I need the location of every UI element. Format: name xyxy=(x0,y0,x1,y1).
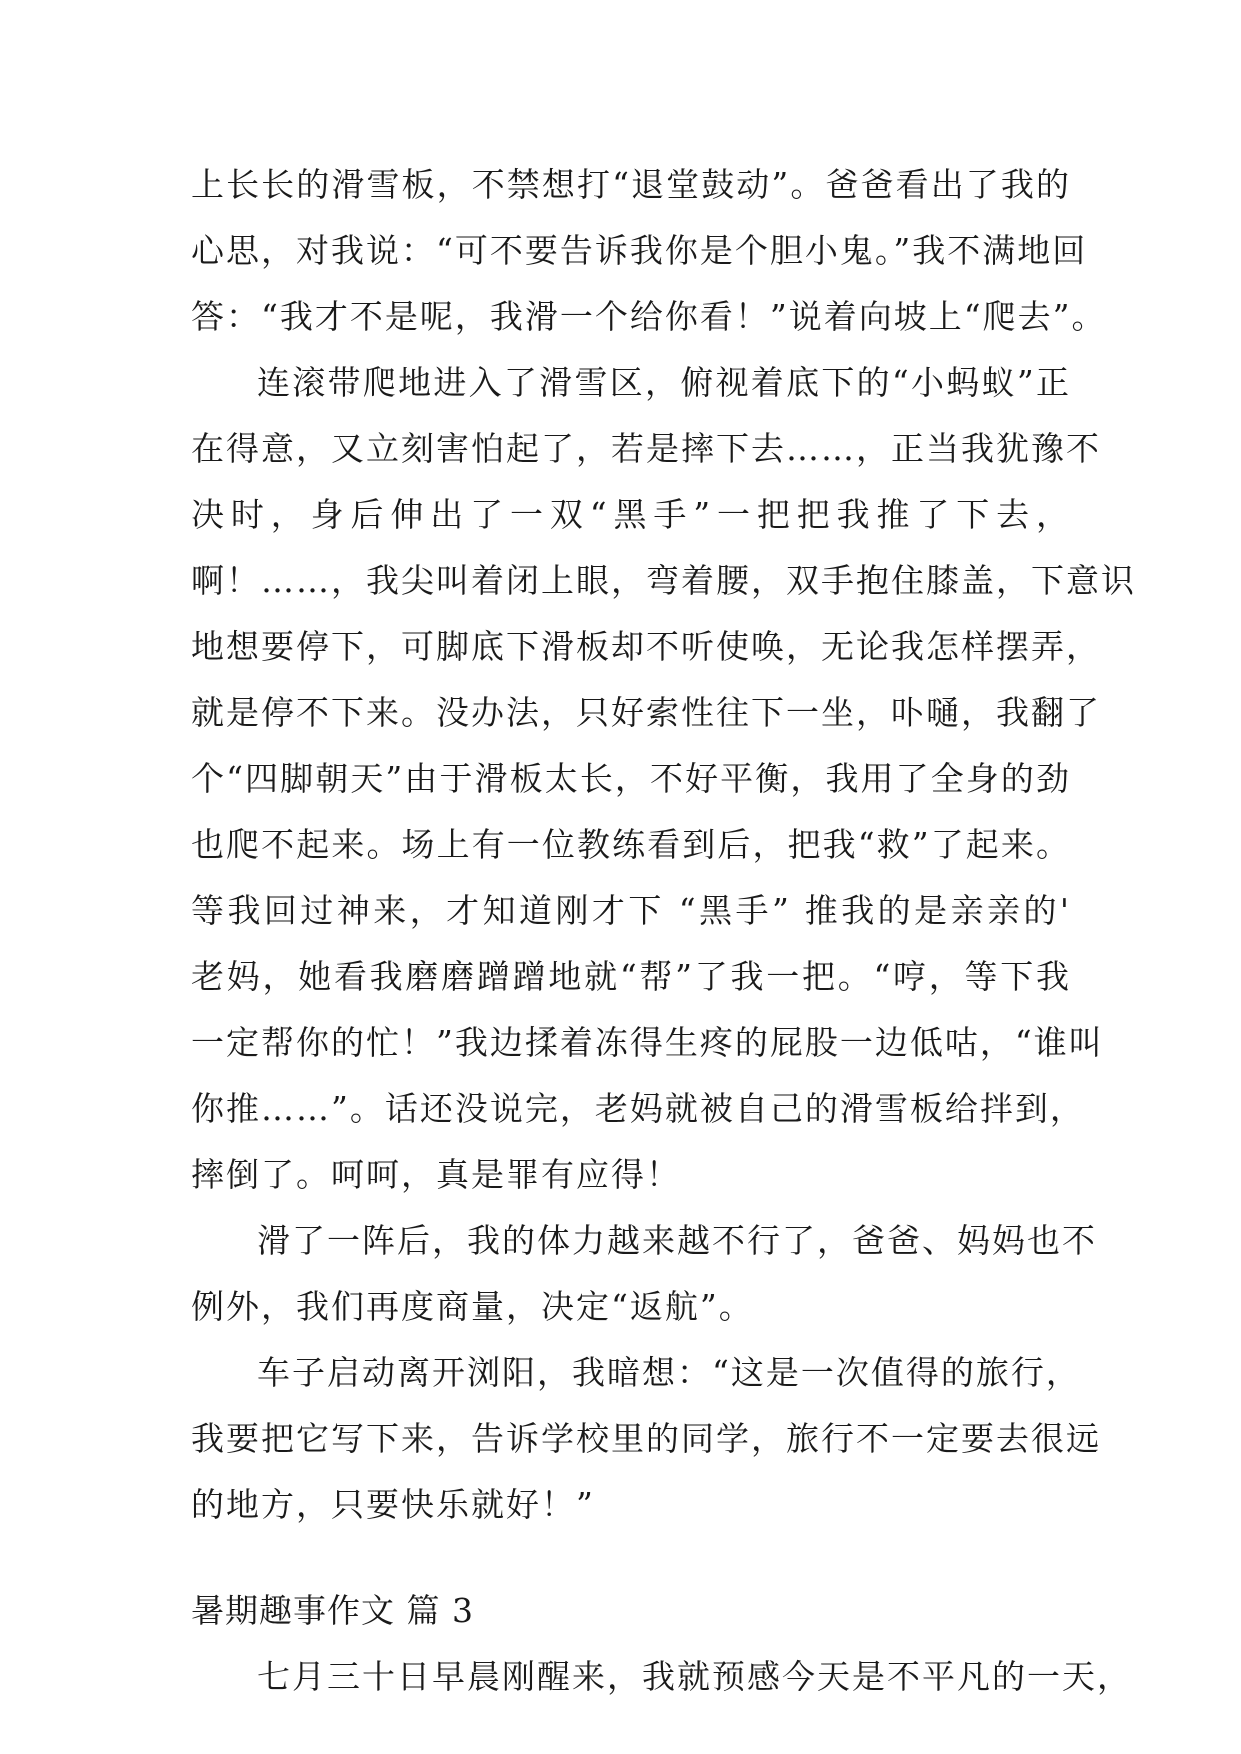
text-line: 决时，身后伸出了一双“黑手”一把把我推了下去， xyxy=(191,495,1071,534)
text-line: 你推……”。话还没说完，老妈就被自己的滑雪板给拌到， xyxy=(191,1089,1085,1128)
text-line: 上长长的滑雪板，不禁想打“退堂鼓动”。爸爸看出了我的 xyxy=(191,165,1071,204)
paragraph-last-line: 的地方，只要快乐就好！” xyxy=(191,1485,595,1524)
text-line: 个“四脚朝天”由于滑板太长，不好平衡，我用了全身的劲 xyxy=(191,759,1071,798)
paragraph-last-line: 例外，我们再度商量，决定“返航”。 xyxy=(191,1287,754,1326)
text-line: 啊！……，我尖叫着闭上眼，弯着腰，双手抱住膝盖，下意识 xyxy=(191,561,1136,600)
paragraph-first-line: 连滚带爬地进入了滑雪区，俯视着底下的“小蚂蚁”正 xyxy=(257,363,1071,402)
text-line: 也爬不起来。场上有一位教练看到后，把我“救”了起来。 xyxy=(191,825,1071,864)
text-line: 就是停不下来。没办法，只好索性往下一坐，卟嗵，我翻了 xyxy=(191,693,1101,732)
text-line: 一定帮你的忙！”我边揉着冻得生疼的屁股一边低咕，“谁叫 xyxy=(191,1023,1104,1062)
paragraph-last-line: 摔倒了。呵呵，真是罪有应得！ xyxy=(191,1155,681,1194)
text-line: 等我回过神来，才知道刚才下 “黑手” 推我的是亲亲的' xyxy=(191,891,1071,930)
text-line: 心思，对我说：“可不要告诉我你是个胆小鬼。”我不满地回 xyxy=(191,231,1088,270)
paragraph-first-line: 车子启动离开浏阳，我暗想：“这是一次值得的旅行， xyxy=(257,1353,1081,1392)
paragraph-first-line: 七月三十日早晨刚醒来，我就预感今天是不平凡的一天， xyxy=(257,1657,1132,1696)
text-line: 地想要停下，可脚底下滑板却不听使唤，无论我怎样摆弄， xyxy=(191,627,1101,666)
text-line: 我要把它写下来，告诉学校里的同学，旅行不一定要去很远 xyxy=(191,1419,1101,1458)
paragraph-first-line: 滑了一阵后，我的体力越来越不行了，爸爸、妈妈也不 xyxy=(257,1221,1097,1260)
text-line: 答：“我才不是呢，我滑一个给你看！”说着向坡上“爬去”。 xyxy=(191,297,1107,336)
section-heading: 暑期趣事作文 篇 3 xyxy=(191,1591,474,1630)
text-line: 在得意，又立刻害怕起了，若是摔下去……，正当我犹豫不 xyxy=(191,429,1101,468)
text-line: 老妈，她看我磨磨蹭蹭地就“帮”了我一把。“哼，等下我 xyxy=(191,957,1071,996)
